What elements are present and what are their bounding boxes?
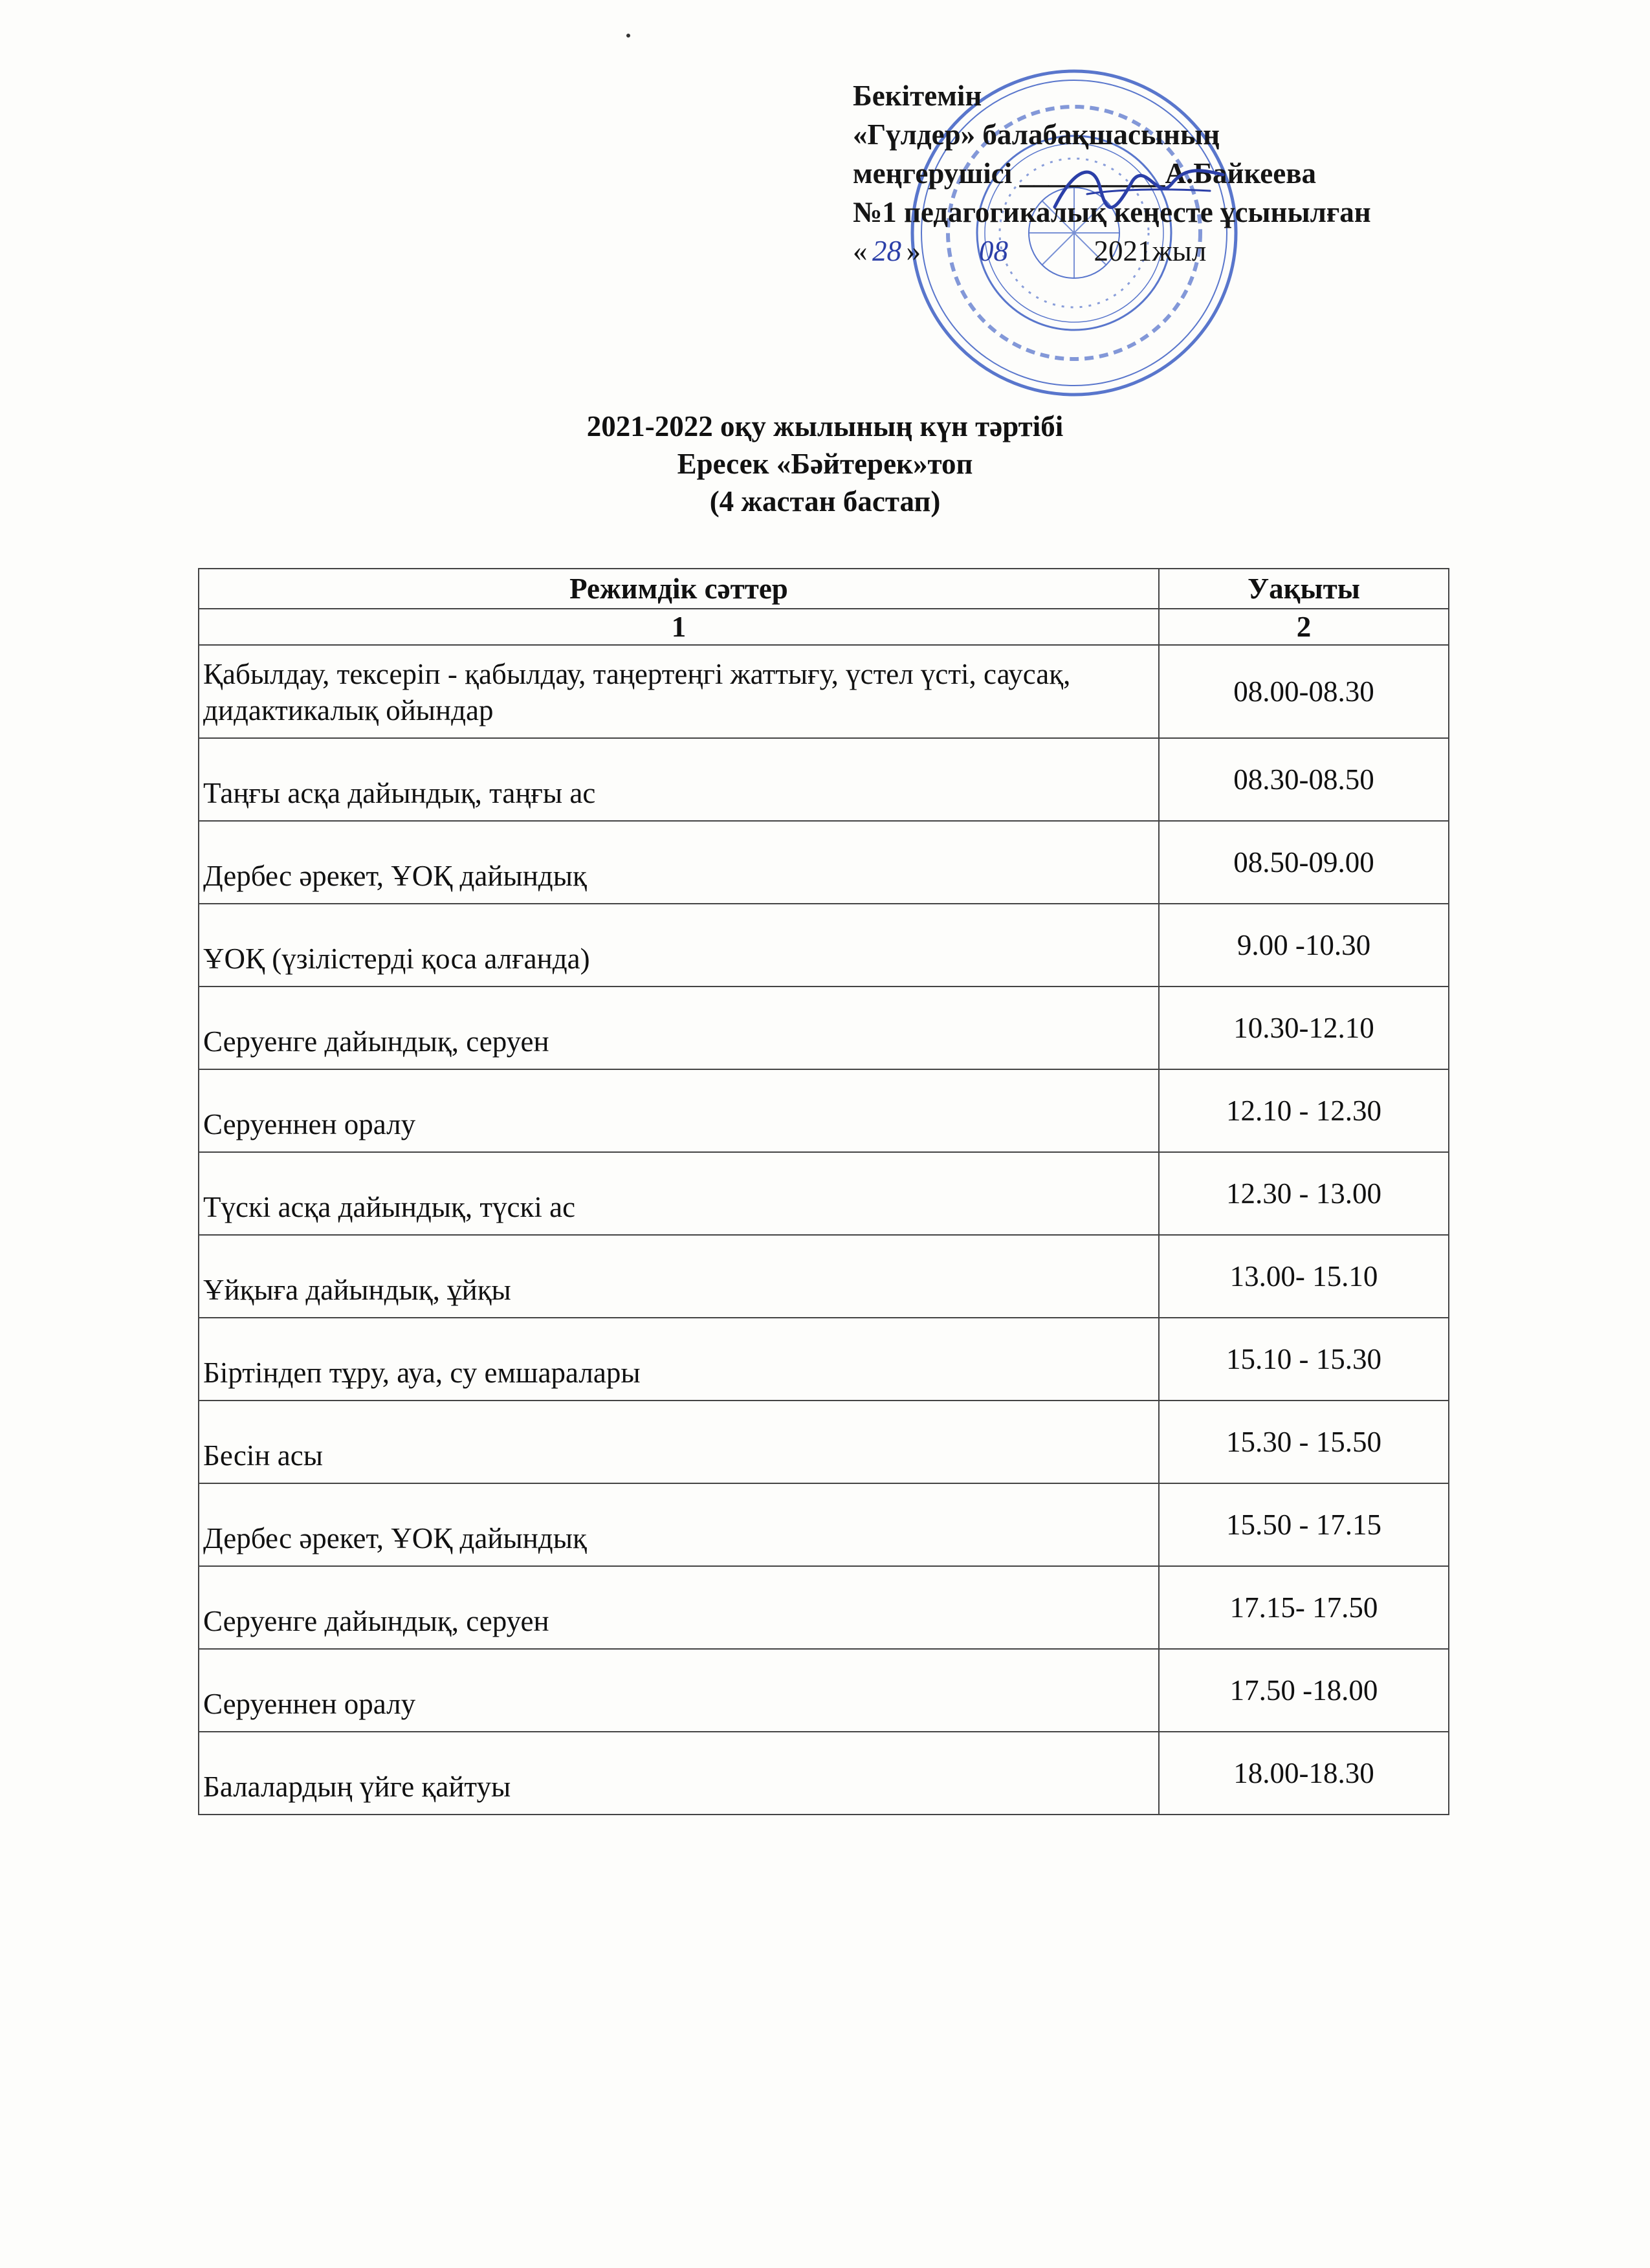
table-row: [199, 645, 1449, 738]
table-row: [199, 1235, 1449, 1318]
time-cell: 13.00- 15.10: [1159, 1235, 1449, 1318]
time-cell: 17.15- 17.50: [1159, 1566, 1449, 1649]
activity-cell: Серуеннен оралу: [199, 1649, 1159, 1732]
table-row: [199, 1318, 1449, 1401]
header-activity: Режимдік сәттер: [199, 569, 1159, 609]
date-close-quote: »: [906, 235, 921, 267]
date-month: 08: [979, 235, 1008, 267]
activity-cell: Серуенге дайындық, серуен: [199, 1566, 1159, 1649]
table-row: [199, 1401, 1449, 1483]
table-row: [199, 821, 1449, 904]
schedule-table: [198, 568, 1449, 1815]
table-row: [199, 987, 1449, 1069]
time-cell: 08.30-08.50: [1159, 738, 1449, 821]
approval-line-kindergarten: «Гүлдер» балабақшасының: [853, 118, 1220, 151]
table-header-row: [199, 569, 1449, 609]
activity-cell: Балалардың үйге қайтуы: [199, 1732, 1159, 1815]
date-day: 28: [872, 235, 901, 267]
activity-cell: Дербес әрекет, ҰОҚ дайындық: [199, 1483, 1159, 1566]
signature-icon: [1048, 155, 1229, 226]
activity-cell: Ұйқыға дайындық, ұйқы: [199, 1235, 1159, 1318]
time-cell: 08.50-09.00: [1159, 821, 1449, 904]
approval-line-head: меңгерушісі __________А.Байкеева: [853, 157, 1317, 190]
title-line-age: (4 жастан бастап): [709, 485, 941, 518]
title-line-group: Ересек «Бәйтерек»топ: [677, 448, 973, 480]
time-cell: 08.00-08.30: [1159, 645, 1449, 738]
approval-line-approve: Бекітемін: [853, 80, 982, 112]
table-row: [199, 1732, 1449, 1815]
time-cell: 15.30 - 15.50: [1159, 1401, 1449, 1483]
column-number-row: [199, 609, 1449, 645]
time-cell: 18.00-18.30: [1159, 1732, 1449, 1815]
table-row: [199, 1483, 1449, 1566]
activity-cell: Таңғы асқа дайындық, таңғы ас: [199, 738, 1159, 821]
activity-cell: Серуенге дайындық, серуен: [199, 987, 1159, 1069]
time-cell: 17.50 -18.00: [1159, 1649, 1449, 1732]
table-row: [199, 1152, 1449, 1235]
header-time: Уақыты: [1159, 569, 1449, 609]
table-row: [199, 738, 1449, 821]
time-cell: 15.10 - 15.30: [1159, 1318, 1449, 1401]
activity-cell: Серуеннен оралу: [199, 1069, 1159, 1152]
table-row: [199, 1649, 1449, 1732]
document-title: [0, 408, 1650, 520]
title-line-year: 2021-2022 оқу жылының күн тәртібі: [586, 410, 1064, 442]
approval-date-line: [853, 232, 1500, 270]
activity-cell: Түскі асқа дайындық, түскі ас: [199, 1152, 1159, 1235]
activity-cell: ҰОҚ (үзілістерді қоса алғанда): [199, 904, 1159, 987]
approval-line-council: №1 педагогикалық кеңесте ұсынылған: [853, 196, 1371, 228]
date-year: 2021жыл: [1094, 235, 1207, 267]
column-number-2: 2: [1159, 609, 1449, 645]
time-cell: 15.50 - 17.15: [1159, 1483, 1449, 1566]
activity-cell: Біртіндеп тұру, ауа, су емшаралары: [199, 1318, 1159, 1401]
time-cell: 12.10 - 12.30: [1159, 1069, 1449, 1152]
scan-speck: [626, 34, 630, 38]
column-number-1: 1: [199, 609, 1159, 645]
time-cell: 10.30-12.10: [1159, 987, 1449, 1069]
time-cell: 9.00 -10.30: [1159, 904, 1449, 987]
time-cell: 12.30 - 13.00: [1159, 1152, 1449, 1235]
table-row: [199, 1069, 1449, 1152]
activity-cell: Дербес әрекет, ҰОҚ дайындық: [199, 821, 1159, 904]
activity-cell: Бесін асы: [199, 1401, 1159, 1483]
activity-cell: Қабылдау, тексеріп - қабылдау, таңертеңгі жаттығу, үстел үсті, саусақ, дидактикалық ойындар: [199, 645, 1159, 738]
table-row: [199, 1566, 1449, 1649]
table-row: [199, 904, 1449, 987]
date-open-quote: «: [853, 235, 868, 267]
